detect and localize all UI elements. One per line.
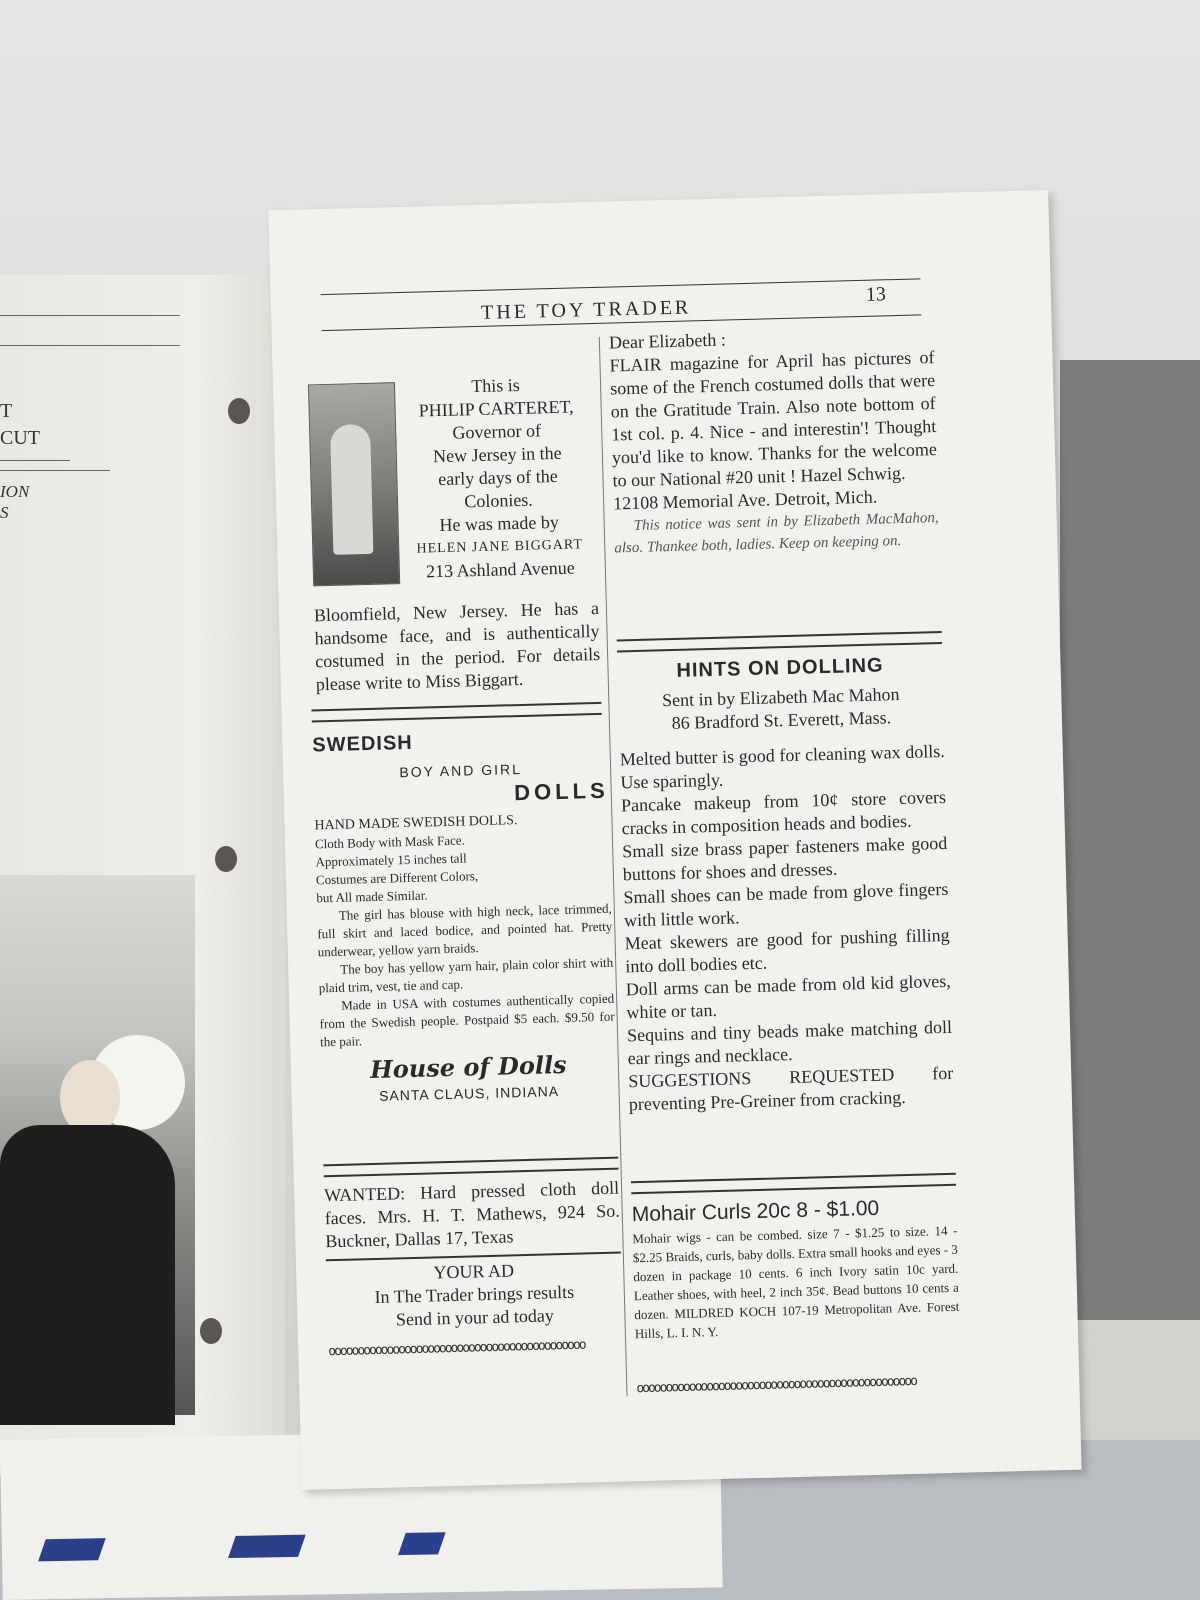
swedish-girl-text: The girl has blouse with high neck, lace trimmed, full skirt and laced bodice, and pointed hat. Pretty underwear, yellow yarn braids.: [317, 900, 613, 960]
carteret-line: He was made by: [439, 511, 560, 536]
magazine-title: THE TOY TRADER: [480, 296, 692, 324]
ornament-border: oooooooooooooooooooooooooooooooooooooooooooooooo: [636, 1373, 917, 1397]
binding-hole: [228, 398, 250, 424]
double-rule: [323, 1157, 618, 1178]
carteret-maker: HELEN JANE BIGGART: [416, 537, 584, 557]
carteret-body-text: Bloomfield, New Jersey. He has a handsome face, and is authentically costumed in the period. For details please write to Miss Biggart.: [313, 597, 601, 695]
wanted-text: WANTED: Hard pressed cloth doll faces. Mrs. H. T. Mathews, 924 So. Buckner, Dallas 17, Texas: [323, 1177, 620, 1252]
hints-section: [617, 653, 954, 1116]
doll-dress: [0, 1125, 175, 1425]
header-rule: [321, 278, 921, 295]
envelope-ink: [38, 1538, 106, 1561]
page-number: 13: [865, 283, 887, 306]
mohair-ad: [631, 1193, 960, 1343]
magazine-page: [268, 190, 1081, 1490]
carteret-line: New Jersey in the: [432, 442, 562, 467]
left-page-rule: [0, 315, 180, 316]
swedish-line: HAND MADE SWEDISH DOLLS.: [314, 813, 518, 834]
book-shadow: [1060, 360, 1200, 1320]
left-page-rule: [0, 470, 110, 471]
swedish-line: Costumes are Different Colors,: [315, 868, 479, 888]
carteret-photo: [308, 382, 400, 586]
swedish-boy-text: The boy has yellow yarn hair, plain color shirt with plaid trim, vest, tie and cap.: [318, 954, 614, 996]
swedish-dolls-ad: [312, 727, 617, 1110]
swedish-line: but All made Similar.: [316, 887, 428, 906]
left-page-rule: [0, 460, 70, 461]
letter-salutation: Dear Elizabeth :: [608, 329, 727, 353]
letter-address: 12108 Memorial Ave. Detroit, Mich.: [612, 486, 878, 514]
left-page-fragment: CUT: [0, 427, 40, 449]
swedish-line: Approximately 15 inches tall: [315, 850, 467, 870]
letter-note: This notice was sent in by Elizabeth MacMahon, also. Thankee both, ladies. Keep on keeping on.: [614, 509, 939, 557]
double-rule: [617, 631, 942, 653]
double-rule: [631, 1173, 956, 1195]
carteret-body: [314, 597, 601, 696]
carteret-line: This is: [471, 374, 521, 397]
hint-item: Meat skewers are good for pushing filling into doll bodies etc.: [624, 924, 950, 977]
swedish-made-text: Made in USA with costumes authentically copied from the Swedish people. Postpaid $5 each. $9.50 for the pair.: [319, 990, 615, 1050]
carteret-figure: [330, 424, 373, 555]
hints-sent-by: Sent in by Elizabeth Mac Mahon: [661, 684, 900, 711]
ornament-border: oooooooooooooooooooooooooooooooooooooooooooo: [328, 1337, 585, 1360]
envelope-ink: [228, 1535, 306, 1558]
house-of-dolls-logo: House of Dolls: [369, 1049, 567, 1085]
hint-item: SUGGESTIONS REQUESTED for preventing Pre-Greiner from cracking.: [628, 1062, 954, 1115]
your-ad-line: Send in your ad today: [395, 1305, 555, 1330]
double-rule: [311, 702, 601, 723]
binding-hole: [215, 846, 237, 872]
envelope-ink: [398, 1532, 446, 1555]
carteret-line: early days of the: [437, 465, 558, 490]
swedish-dolls-heading: DOLLS: [513, 777, 610, 806]
carteret-line: Colonies.: [464, 489, 534, 512]
hint-item: Pancake makeup from 10¢ store covers cracks in composition heads and bodies.: [620, 786, 947, 839]
swedish-location: SANTA CLAUS, INDIANA: [378, 1083, 560, 1104]
carteret-line: Governor of: [452, 420, 542, 443]
hints-title: HINTS ON DOLLING: [676, 654, 884, 682]
hint-item: Small shoes can be made from glove fingers with little work.: [623, 878, 949, 931]
doll-face: [60, 1060, 120, 1135]
left-page-fragment: ION: [0, 482, 30, 501]
carteret-address: 213 Ashland Avenue: [425, 557, 575, 582]
carteret-line: PHILIP CARTERET,: [418, 396, 574, 421]
carteret-caption: [398, 372, 598, 584]
your-ad-title: YOUR AD: [433, 1260, 515, 1283]
hint-item: Sequins and tiny beads make matching doll ear rings and necklace.: [626, 1016, 953, 1069]
doll-photo: [0, 875, 195, 1415]
your-ad-line: In The Trader brings results: [374, 1281, 575, 1308]
letter-body: FLAIR magazine for April has pictures of some of the French costumed dolls that were on the Gratitude Train. Also note bottom of 1st col. p. 4. Nice - and interestin'! Thought you'd like to know. Thanks for the welcome to our National #20 unit ! Hazel Schwig.: [609, 347, 938, 491]
hints-address: 86 Bradford St. Everett, Mass.: [671, 707, 892, 734]
left-page: [0, 275, 285, 1475]
binding-hole: [200, 1318, 222, 1344]
hint-item: Doll arms can be made from old kid gloves, white or tan.: [625, 970, 952, 1023]
mohair-body: Mohair wigs - can be combed. size 7 - $1.25 to size. 14 - $2.25 Braids, curls, baby dolls. Extra small hooks and eyes - 3 dozen in package 10 cents. 6 inch Ivory satin 10c yard. Leather shoes, with heel, 2 inch 35¢. Bead buttons 10 cents a dozen. MILDRED KOCH 107-19 Metropolitan Ave. Forest Hills, L. I. N. Y.: [632, 1222, 960, 1342]
swedish-title: SWEDISH: [312, 731, 413, 757]
hint-item: Small size brass paper fasteners make good buttons for shoes and dresses.: [622, 832, 948, 885]
hint-item: Melted butter is good for cleaning wax dolls. Use sparingly.: [619, 740, 946, 793]
left-page-rule: [0, 345, 180, 346]
letter-block: [609, 323, 940, 559]
mohair-title: Mohair Curls 20c 8 - $1.00: [631, 1196, 880, 1227]
swedish-line: Cloth Body with Mask Face.: [314, 832, 465, 852]
left-page-fragment: S: [0, 503, 9, 522]
wanted-ad: [324, 1177, 621, 1254]
swedish-subtitle: BOY AND GIRL: [399, 760, 523, 781]
left-page-fragment: T: [0, 400, 13, 422]
your-ad: [326, 1257, 623, 1334]
